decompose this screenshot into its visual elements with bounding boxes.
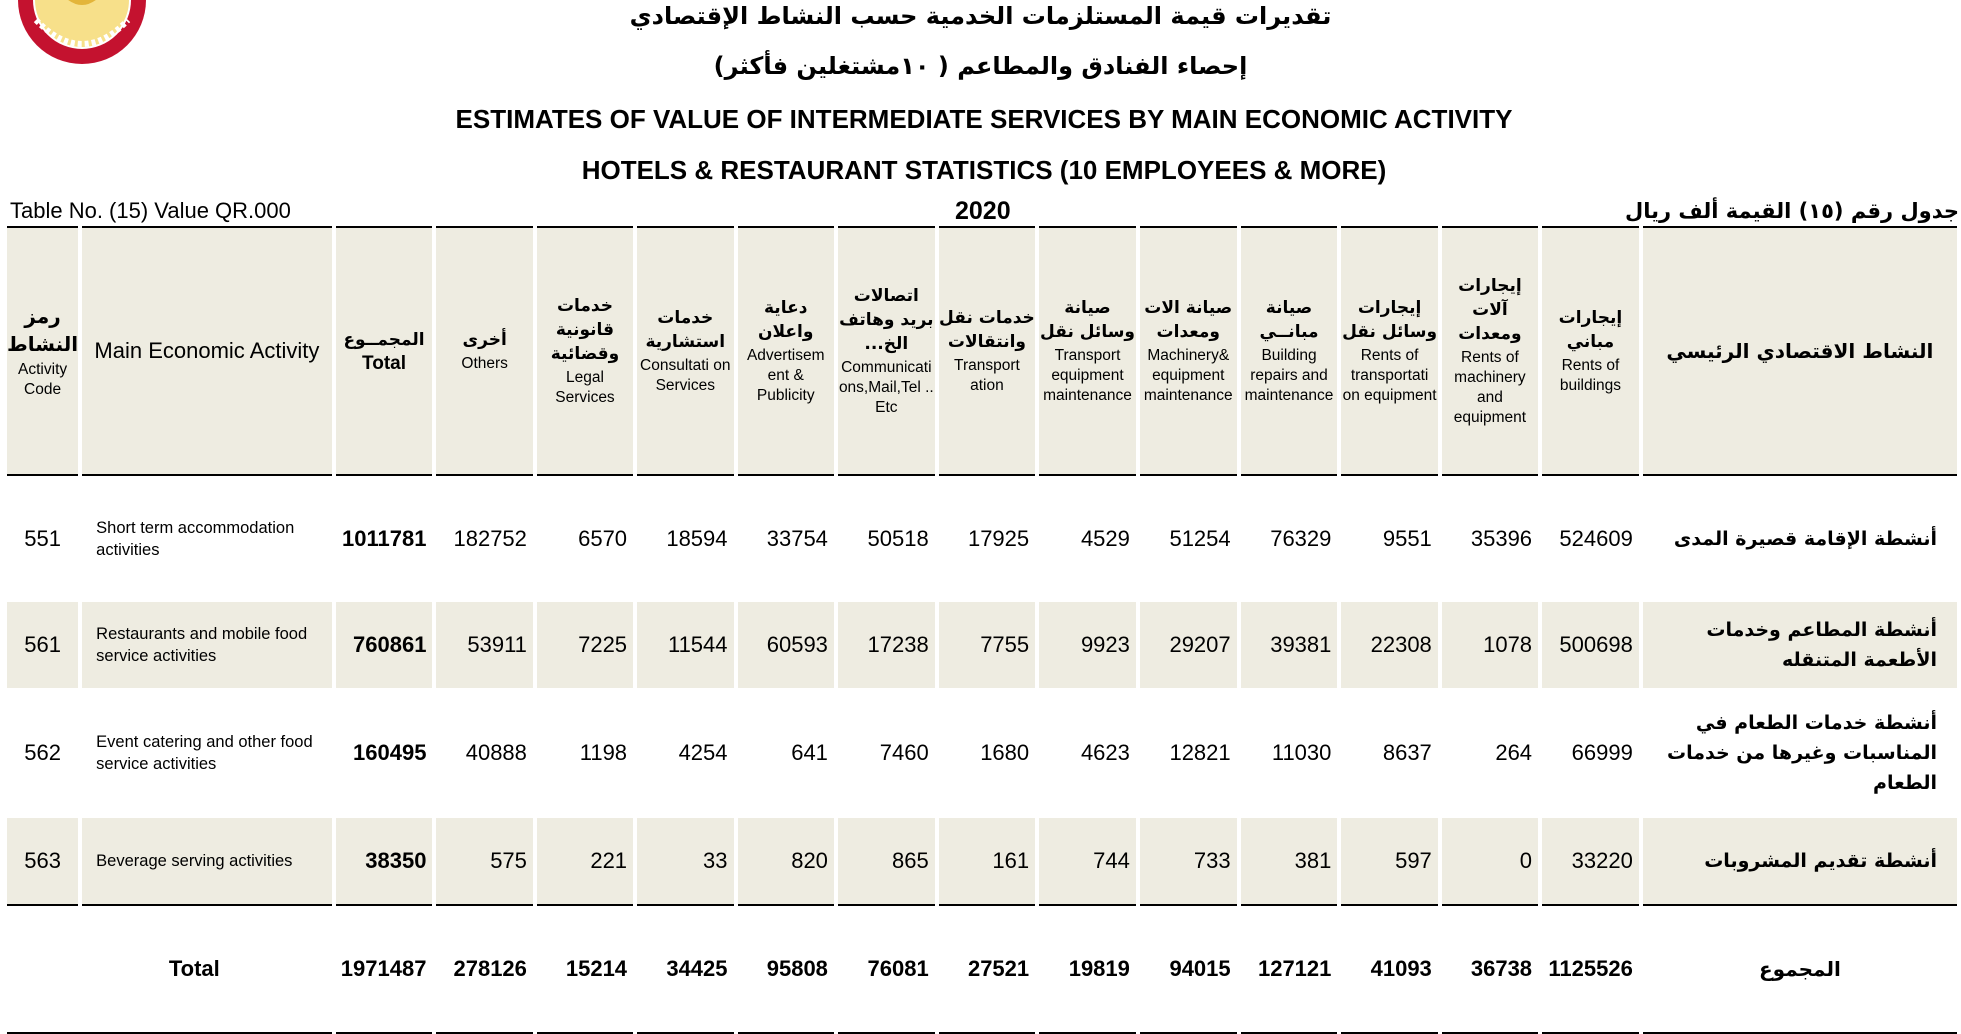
cell-bldg-maint: 39381 — [1241, 602, 1338, 688]
cell-advert: 33754 — [766, 526, 828, 551]
header-building-maintenance: صيانة مبانــي Building repairs and maintenance — [1241, 226, 1338, 476]
total-others: 278126 — [436, 906, 532, 1034]
header-communications: اتصالات بريد وهاتف الخ... Communicati ons,Mail,Tel .. Etc — [838, 226, 935, 476]
cell-others: 182752 — [453, 526, 527, 551]
cell-rent-bldg: 66999 — [1571, 740, 1633, 765]
cell-transport: 17925 — [967, 526, 1030, 551]
cell-rent-trans: 8637 — [1382, 740, 1432, 765]
total-mach-maint: 94015 — [1140, 906, 1237, 1034]
cell-mach-maint: 29207 — [1140, 602, 1237, 688]
cell-advert: 820 — [738, 818, 834, 906]
table-row — [7, 818, 1957, 906]
cell-rent-trans: 9551 — [1382, 526, 1432, 551]
table-row — [7, 708, 1957, 798]
table-year: 2020 — [955, 197, 1011, 225]
cell-others: 53911 — [436, 602, 532, 688]
activity-english: Event catering and other food service activities — [96, 733, 313, 773]
activity-code: 551 — [24, 526, 61, 551]
cell-others: 40888 — [465, 740, 527, 765]
cell-rent-bldg: 500698 — [1542, 602, 1639, 688]
cell-total: 760861 — [336, 602, 433, 688]
cell-rent-bldg: 524609 — [1559, 526, 1633, 551]
cell-others: 575 — [436, 818, 532, 906]
cell-rent-trans: 22308 — [1341, 602, 1437, 688]
header-rents-buildings: إيجارات مباني Rents of buildings — [1542, 226, 1639, 476]
cell-consult: 33 — [637, 818, 733, 906]
title-arabic-primary: تقديرات قيمة المستلزمات الخدمية حسب النشاط الإقتصادي — [629, 2, 1332, 30]
cell-total: 38350 — [336, 818, 433, 906]
cell-comm: 17238 — [838, 602, 935, 688]
cell-total: 160495 — [353, 740, 427, 765]
header-transport-equipment-maintenance: صيانة وسائل نقل Transport equipment maintenance — [1039, 226, 1136, 476]
title-arabic-secondary: إحصاء الفنادق والمطاعم ( ١٠مشتغلين فأكثر) — [713, 52, 1248, 80]
cell-trans-maint: 4529 — [1080, 526, 1130, 551]
header-rents-transport-equipment: إيجارات وسائل نقل Rents of transportati on equipment — [1341, 226, 1437, 476]
cell-trans-maint: 9923 — [1039, 602, 1136, 688]
activity-arabic: أنشطة الإقامة قصيرة المدى — [1673, 528, 1937, 550]
activity-english: Beverage serving activities — [82, 818, 331, 906]
cell-trans-maint: 4623 — [1080, 740, 1130, 765]
title-english-secondary: HOTELS & RESTAURANT STATISTICS (10 EMPLOYEES & MORE) — [581, 155, 1387, 185]
cell-consult: 4254 — [678, 740, 728, 765]
header-transportation: خدمات نقل وانتقالات Transport ation — [939, 226, 1035, 476]
table-total-row — [7, 906, 1957, 1034]
cell-bldg-maint: 11030 — [1271, 740, 1332, 765]
cell-bldg-maint: 76329 — [1270, 526, 1332, 551]
total-rent-trans: 41093 — [1341, 906, 1437, 1034]
cell-rent-mach: 0 — [1442, 818, 1538, 906]
title-english-primary: ESTIMATES OF VALUE OF INTERMEDIATE SERVICES BY MAIN ECONOMIC ACTIVITY — [455, 104, 1513, 134]
cell-bldg-maint: 381 — [1241, 818, 1338, 906]
header-consultation-services: خدمات استشارية Consultati on Services — [637, 226, 733, 476]
header-legal-services: خدمات قانونية وقضائية Legal Services — [537, 226, 633, 476]
cell-consult: 11544 — [637, 602, 733, 688]
total-rent-mach: 36738 — [1442, 906, 1538, 1034]
cell-rent-mach: 35396 — [1470, 526, 1533, 551]
cell-trans-maint: 744 — [1039, 818, 1136, 906]
header-main-activity-arabic: النشاط الاقتصادي الرئيسي — [1643, 226, 1957, 476]
total-bldg-maint: 127121 — [1241, 906, 1338, 1034]
cell-rent-mach: 264 — [1495, 740, 1533, 765]
cell-comm: 7460 — [879, 740, 929, 765]
activity-arabic: أنشطة تقديم المشروبات — [1643, 818, 1957, 906]
total-transport: 27521 — [939, 906, 1035, 1034]
total-rent-bldg: 1125526 — [1542, 906, 1639, 1034]
table-number-english: Table No. (15) Value QR.000 — [10, 198, 291, 223]
table-number-arabic: جدول رقم (١٥) القيمة ألف ريال — [1624, 199, 1959, 223]
cell-legal: 6570 — [578, 526, 628, 551]
total-advert: 95808 — [738, 906, 834, 1034]
cell-rent-bldg: 33220 — [1542, 818, 1639, 906]
statistics-table — [3, 226, 1961, 1034]
cell-legal: 221 — [537, 818, 633, 906]
activity-code: 561 — [7, 602, 78, 688]
cell-mach-maint: 733 — [1140, 818, 1237, 906]
cell-legal: 1198 — [579, 740, 628, 765]
cell-advert: 641 — [791, 740, 828, 765]
activity-arabic: أنشطة المطاعم وخدمات الأطعمة المتنقله — [1643, 602, 1957, 688]
activity-arabic: أنشطة خدمات الطعام في المناسبات وغيرها من خدمات الطعام — [1667, 712, 1937, 794]
header-main-activity-english: Main Economic Activity — [82, 226, 331, 476]
activity-code: 563 — [7, 818, 78, 906]
header-rents-machinery: إيجارات آلات ومعدات Rents of machinery and equipment — [1442, 226, 1538, 476]
header-activity-code: رمز النشاط Activity Code — [7, 226, 78, 476]
header-total: المجمــوع Total — [336, 226, 433, 476]
cell-consult: 18594 — [666, 526, 728, 551]
header-machinery-maintenance: صيانة الات ومعدات Machinery& equipment maintenance — [1140, 226, 1237, 476]
cell-mach-maint: 12821 — [1169, 740, 1231, 765]
cell-rent-trans: 597 — [1341, 818, 1437, 906]
activity-english: Restaurants and mobile food service activities — [82, 602, 331, 688]
table-row — [7, 496, 1957, 582]
cell-total: 1011781 — [342, 526, 427, 551]
total-consult: 34425 — [637, 906, 733, 1034]
total-label-english: Total — [7, 906, 332, 1034]
cell-mach-maint: 51254 — [1169, 526, 1231, 551]
cell-advert: 60593 — [738, 602, 834, 688]
cell-transport: 161 — [939, 818, 1035, 906]
cell-transport: 7755 — [939, 602, 1035, 688]
total-comm: 76081 — [838, 906, 935, 1034]
table-header-row — [7, 226, 1957, 476]
cell-legal: 7225 — [537, 602, 633, 688]
activity-code: 562 — [24, 740, 61, 765]
cell-transport: 1680 — [980, 740, 1030, 765]
total-label-arabic: المجموع — [1643, 906, 1957, 1034]
cell-comm: 865 — [838, 818, 935, 906]
cell-rent-mach: 1078 — [1442, 602, 1538, 688]
activity-english: Short term accommodation activities — [96, 519, 295, 559]
total-legal: 15214 — [537, 906, 633, 1034]
table-row — [7, 602, 1957, 688]
header-others: أخرى Others — [436, 226, 532, 476]
total-total: 1971487 — [336, 906, 433, 1034]
total-trans-maint: 19819 — [1039, 906, 1136, 1034]
cell-comm: 50518 — [867, 526, 929, 551]
header-advertisement: دعاية واعلان Advertisem ent & Publicity — [738, 226, 834, 476]
